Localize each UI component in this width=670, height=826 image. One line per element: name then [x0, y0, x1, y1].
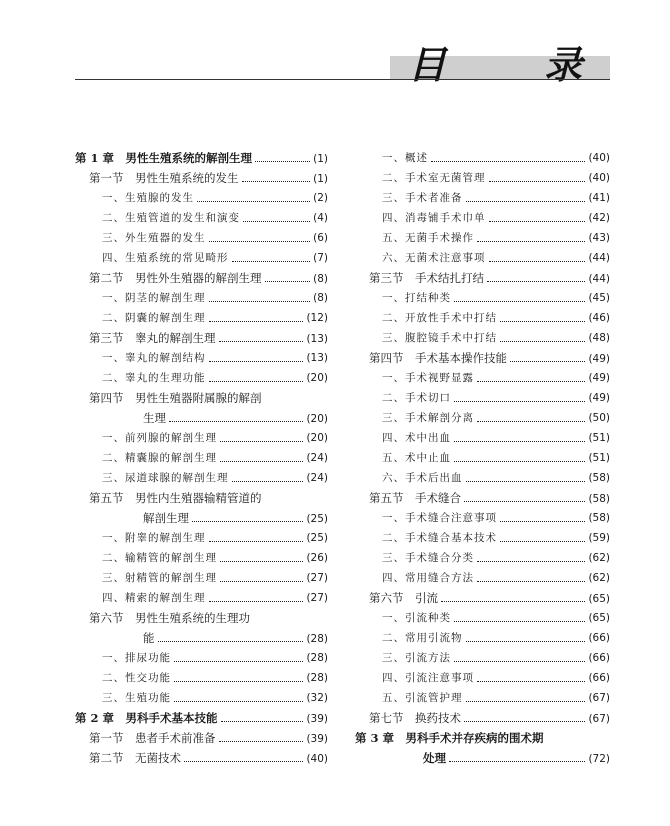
toc-entry-page: (7) — [313, 252, 328, 264]
toc-entry — [75, 288, 328, 308]
toc-entry-label: 三、引流方法 — [382, 652, 451, 664]
toc-entry-label: 四、引流注意事项 — [382, 672, 474, 684]
toc-entry-page: (66) — [588, 652, 610, 664]
toc-entry-page: (20) — [306, 372, 328, 384]
dot-leader — [454, 620, 585, 622]
dot-leader — [477, 580, 585, 582]
toc-entry — [75, 148, 328, 168]
toc-entry — [75, 448, 328, 468]
dot-leader — [219, 740, 304, 742]
toc-entry-page: (58) — [588, 472, 610, 484]
dot-leader — [220, 440, 303, 442]
toc-entry — [75, 748, 328, 768]
toc-entry — [355, 528, 610, 548]
toc-entry — [355, 308, 610, 328]
toc-entry-page: (44) — [588, 252, 610, 264]
toc-entry — [75, 408, 328, 428]
toc-entry — [355, 608, 610, 628]
dot-leader — [242, 180, 311, 182]
toc-entry — [75, 228, 328, 248]
toc-entry — [355, 748, 610, 768]
toc-entry — [75, 668, 328, 688]
toc-entry-label: 一、手术缝合注意事项 — [382, 512, 497, 524]
dot-leader — [464, 500, 585, 502]
toc-entry-label: 三、射精管的解剖生理 — [102, 572, 217, 584]
toc-entry — [355, 488, 610, 508]
toc-entry-page: (51) — [588, 452, 610, 464]
toc-entry — [75, 588, 328, 608]
dot-leader — [487, 280, 585, 282]
toc-entry — [355, 648, 610, 668]
toc-entry — [355, 228, 610, 248]
toc-entry-page: (1) — [313, 153, 328, 165]
toc-entry-label: 第 2 章 男科手术基本技能 — [75, 711, 218, 725]
toc-entry-page: (45) — [588, 292, 610, 304]
toc-entry-label: 四、消毒铺手术巾单 — [382, 212, 486, 224]
toc-entry — [75, 368, 328, 388]
toc-entry-page: (4) — [313, 212, 328, 224]
toc-entry — [355, 208, 610, 228]
toc-entry-page: (8) — [313, 292, 328, 304]
toc-entry-label: 二、手术切口 — [382, 392, 451, 404]
toc-left-column — [75, 148, 328, 768]
dot-leader — [489, 260, 586, 262]
toc-entry-label: 第三节 手术结扎打结 — [369, 271, 484, 285]
toc-entry — [75, 528, 328, 548]
toc-entry — [75, 308, 328, 328]
dot-leader — [209, 540, 304, 542]
toc-entry-page: (46) — [588, 312, 610, 324]
toc-entry-page: (67) — [588, 692, 610, 704]
toc-entry-label: 一、排尿功能 — [102, 652, 171, 664]
toc-entry-label: 一、附睾的解剖生理 — [102, 532, 206, 544]
toc-entry-label: 能 — [143, 631, 155, 645]
dot-leader — [466, 700, 586, 702]
dot-leader — [209, 300, 311, 302]
dot-leader — [219, 340, 304, 342]
toc-entry — [75, 688, 328, 708]
dot-leader — [500, 520, 585, 522]
dot-leader — [454, 400, 585, 402]
toc-entry — [355, 428, 610, 448]
toc-entry — [75, 648, 328, 668]
toc-entry-page: (39) — [306, 713, 328, 725]
toc-entry-page: (49) — [588, 392, 610, 404]
toc-entry-label: 二、常用引流物 — [382, 632, 463, 644]
toc-entry-label: 三、腹腔镜手术中打结 — [382, 332, 497, 344]
toc-entry-label: 四、术中出血 — [382, 432, 451, 444]
toc-entry-label: 三、尿道球腺的解剖生理 — [102, 472, 229, 484]
toc-entry — [355, 328, 610, 348]
toc-entry-page: (27) — [306, 592, 328, 604]
toc-right-column — [355, 148, 610, 768]
toc-entry-page: (40) — [588, 152, 610, 164]
dot-leader — [209, 360, 304, 362]
toc-entry-page: (66) — [588, 632, 610, 644]
toc-entry-label: 三、手术者准备 — [382, 192, 463, 204]
toc-entry — [75, 428, 328, 448]
dot-leader — [449, 760, 585, 762]
toc-entry — [355, 568, 610, 588]
toc-entry-label: 第 3 章 男科手术并存疾病的围术期 — [355, 731, 544, 745]
toc-entry-page: (49) — [588, 372, 610, 384]
toc-entry-page: (39) — [306, 733, 328, 745]
dot-leader — [209, 240, 311, 242]
toc-entry — [75, 548, 328, 568]
toc-entry-page: (13) — [306, 333, 328, 345]
toc-entry-label: 二、睾丸的生理功能 — [102, 372, 206, 384]
toc-entry — [355, 288, 610, 308]
dot-leader — [220, 580, 303, 582]
toc-entry-label: 第四节 男性生殖器附属腺的解剖 — [89, 391, 262, 405]
toc-entry — [75, 568, 328, 588]
toc-entry-label: 四、生殖系统的常见畸形 — [102, 252, 229, 264]
toc-entry-page: (28) — [306, 672, 328, 684]
dot-leader — [221, 720, 304, 722]
dot-leader — [431, 160, 585, 162]
dot-leader — [489, 180, 586, 182]
toc-entry — [355, 628, 610, 648]
toc-entry-label: 一、引流种类 — [382, 612, 451, 624]
toc-entry — [355, 408, 610, 428]
toc-entry-label: 第三节 睾丸的解剖生理 — [89, 331, 216, 345]
dot-leader — [477, 380, 585, 382]
dot-leader — [477, 560, 585, 562]
toc-entry-label: 四、常用缝合方法 — [382, 572, 474, 584]
toc-entry-label: 第二节 无菌技术 — [89, 751, 181, 765]
toc-entry-label: 三、生殖功能 — [102, 692, 171, 704]
toc-entry-label: 第七节 换药技术 — [369, 711, 461, 725]
toc-entry-page: (28) — [306, 633, 328, 645]
toc-entry-page: (42) — [588, 212, 610, 224]
toc-entry-label: 第五节 手术缝合 — [369, 491, 461, 505]
dot-leader — [454, 460, 585, 462]
dot-leader — [158, 640, 304, 642]
toc-entry-page: (62) — [588, 572, 610, 584]
dot-leader — [466, 200, 586, 202]
toc-entry — [355, 588, 610, 608]
dot-leader — [243, 220, 310, 222]
toc-entry-label: 四、精索的解剖生理 — [102, 592, 206, 604]
toc-entry — [355, 508, 610, 528]
toc-entry-label: 处理 — [423, 751, 446, 765]
toc-entry — [75, 508, 328, 528]
toc-entry — [355, 168, 610, 188]
toc-entry-label: 第四节 手术基本操作技能 — [369, 351, 507, 365]
toc-entry — [75, 268, 328, 288]
toc-entry-page: (44) — [588, 273, 610, 285]
toc-entry — [75, 328, 328, 348]
toc-entry-page: (48) — [588, 332, 610, 344]
dot-leader — [441, 600, 585, 602]
toc-entry-label: 第六节 男性生殖系统的生理功 — [89, 611, 250, 625]
dot-leader — [209, 380, 304, 382]
toc-entry — [75, 188, 328, 208]
toc-entry — [355, 248, 610, 268]
dot-leader — [174, 680, 303, 682]
toc-entry-page: (51) — [588, 432, 610, 444]
toc-entry-page: (58) — [588, 493, 610, 505]
dot-leader — [174, 660, 303, 662]
toc-entry-label: 六、手术后出血 — [382, 472, 463, 484]
toc-entry — [75, 248, 328, 268]
toc-entry-page: (25) — [306, 532, 328, 544]
dot-leader — [220, 460, 303, 462]
toc-entry-label: 六、无菌术注意事项 — [382, 252, 486, 264]
toc-entry-page: (67) — [588, 713, 610, 725]
toc-entry-label: 二、精囊腺的解剖生理 — [102, 452, 217, 464]
dot-leader — [220, 560, 303, 562]
toc-entry — [355, 668, 610, 688]
toc-entry-page: (66) — [588, 672, 610, 684]
dot-leader — [232, 260, 311, 262]
dot-leader — [500, 540, 585, 542]
dot-leader — [464, 720, 585, 722]
toc-entry-label: 第一节 患者手术前准备 — [89, 731, 216, 745]
toc-entry — [355, 188, 610, 208]
toc-entry-label: 二、手术缝合基本技术 — [382, 532, 497, 544]
toc-entry — [75, 208, 328, 228]
toc-entry-page: (59) — [588, 532, 610, 544]
dot-leader — [500, 340, 585, 342]
toc-entry — [355, 448, 610, 468]
toc-entry-label: 三、手术解剖分离 — [382, 412, 474, 424]
toc-entry-page: (41) — [588, 192, 610, 204]
toc-entry-page: (28) — [306, 652, 328, 664]
toc-entry-page: (49) — [588, 353, 610, 365]
toc-entry-label: 一、阴茎的解剖生理 — [102, 292, 206, 304]
toc-entry-page: (24) — [306, 452, 328, 464]
toc-entry-label: 一、睾丸的解剖结构 — [102, 352, 206, 364]
toc-entry — [355, 268, 610, 288]
toc-entry-page: (43) — [588, 232, 610, 244]
toc-entry-page: (40) — [306, 753, 328, 765]
toc-entry-label: 二、手术室无菌管理 — [382, 172, 486, 184]
dot-leader — [477, 420, 585, 422]
dot-leader — [232, 480, 304, 482]
dot-leader — [454, 660, 585, 662]
toc-entry-label: 二、性交功能 — [102, 672, 171, 684]
dot-leader — [265, 280, 311, 282]
toc-entry — [75, 468, 328, 488]
toc-entry-label: 二、输精管的解剖生理 — [102, 552, 217, 564]
toc-entry-label: 一、概述 — [382, 152, 428, 164]
toc-entry-page: (24) — [306, 472, 328, 484]
toc-entry-label: 第一节 男性生殖系统的发生 — [89, 171, 239, 185]
toc-entry-page: (40) — [588, 172, 610, 184]
toc-entry — [355, 148, 610, 168]
dot-leader — [477, 240, 585, 242]
dot-leader — [169, 420, 303, 422]
dot-leader — [454, 300, 585, 302]
toc-entry — [75, 488, 328, 508]
toc-entry-label: 五、引流管护理 — [382, 692, 463, 704]
dot-leader — [510, 360, 585, 362]
toc-entry — [75, 348, 328, 368]
dot-leader — [184, 760, 303, 762]
toc-entry-page: (58) — [588, 512, 610, 524]
toc-entry-label: 三、外生殖器的发生 — [102, 232, 206, 244]
toc-entry — [75, 168, 328, 188]
toc-entry-page: (62) — [588, 552, 610, 564]
dot-leader — [192, 520, 303, 522]
toc-entry-page: (20) — [306, 413, 328, 425]
toc-entry-page: (6) — [313, 232, 328, 244]
dot-leader — [466, 480, 586, 482]
toc-entry-label: 一、前列腺的解剖生理 — [102, 432, 217, 444]
dot-leader — [209, 600, 304, 602]
toc-entry-page: (72) — [588, 753, 610, 765]
toc-entry-page: (25) — [306, 513, 328, 525]
dot-leader — [489, 220, 586, 222]
toc-entry — [355, 388, 610, 408]
toc-entry-label: 一、打结种类 — [382, 292, 451, 304]
toc-entry-page: (26) — [306, 552, 328, 564]
header-rule — [75, 79, 610, 80]
toc-entry-label: 二、开放性手术中打结 — [382, 312, 497, 324]
toc-entry — [355, 708, 610, 728]
toc-entry — [355, 548, 610, 568]
toc-entry-page: (65) — [588, 612, 610, 624]
toc-entry-page: (2) — [313, 192, 328, 204]
toc-entry — [355, 468, 610, 488]
toc-entry-label: 一、手术视野显露 — [382, 372, 474, 384]
toc-entry-label: 五、无菌手术操作 — [382, 232, 474, 244]
toc-entry-label: 一、生殖腺的发生 — [102, 192, 194, 204]
toc-entry-page: (20) — [306, 432, 328, 444]
toc-entry-label: 第五节 男性内生殖器输精管道的 — [89, 491, 262, 505]
dot-leader — [255, 160, 310, 162]
toc-entry — [75, 708, 328, 728]
toc-entry-label: 二、阴囊的解剖生理 — [102, 312, 206, 324]
toc-entry-label: 第六节 引流 — [369, 591, 438, 605]
toc-entry — [355, 728, 610, 748]
toc-entry-page: (50) — [588, 412, 610, 424]
toc-entry-page: (12) — [306, 312, 328, 324]
toc-entry-page: (27) — [306, 572, 328, 584]
toc-entry-page: (13) — [306, 352, 328, 364]
toc-entry — [355, 348, 610, 368]
dot-leader — [500, 320, 585, 322]
dot-leader — [174, 700, 303, 702]
toc-entry-label: 生理 — [143, 411, 166, 425]
toc-entry-page: (65) — [588, 593, 610, 605]
toc-entry — [355, 688, 610, 708]
dot-leader — [477, 680, 585, 682]
toc-entry — [355, 368, 610, 388]
toc-entry-label: 三、手术缝合分类 — [382, 552, 474, 564]
toc-entry-label: 第二节 男性外生殖器的解剖生理 — [89, 271, 262, 285]
toc-entry-page: (1) — [313, 173, 328, 185]
toc-entry-page: (8) — [313, 273, 328, 285]
page-title: 目 录 — [408, 42, 613, 87]
toc-entry — [75, 728, 328, 748]
dot-leader — [466, 640, 586, 642]
toc-entry — [75, 388, 328, 408]
toc-entry-label: 二、生殖管道的发生和演变 — [102, 212, 240, 224]
toc-entry-label: 第 1 章 男性生殖系统的解剖生理 — [75, 151, 253, 165]
toc-entry — [75, 608, 328, 628]
toc-entry-label: 五、术中止血 — [382, 452, 451, 464]
dot-leader — [197, 200, 310, 202]
toc-entry-label: 解剖生理 — [143, 511, 189, 525]
toc-entry — [75, 628, 328, 648]
dot-leader — [209, 320, 304, 322]
toc-entry-page: (32) — [306, 692, 328, 704]
dot-leader — [454, 440, 585, 442]
